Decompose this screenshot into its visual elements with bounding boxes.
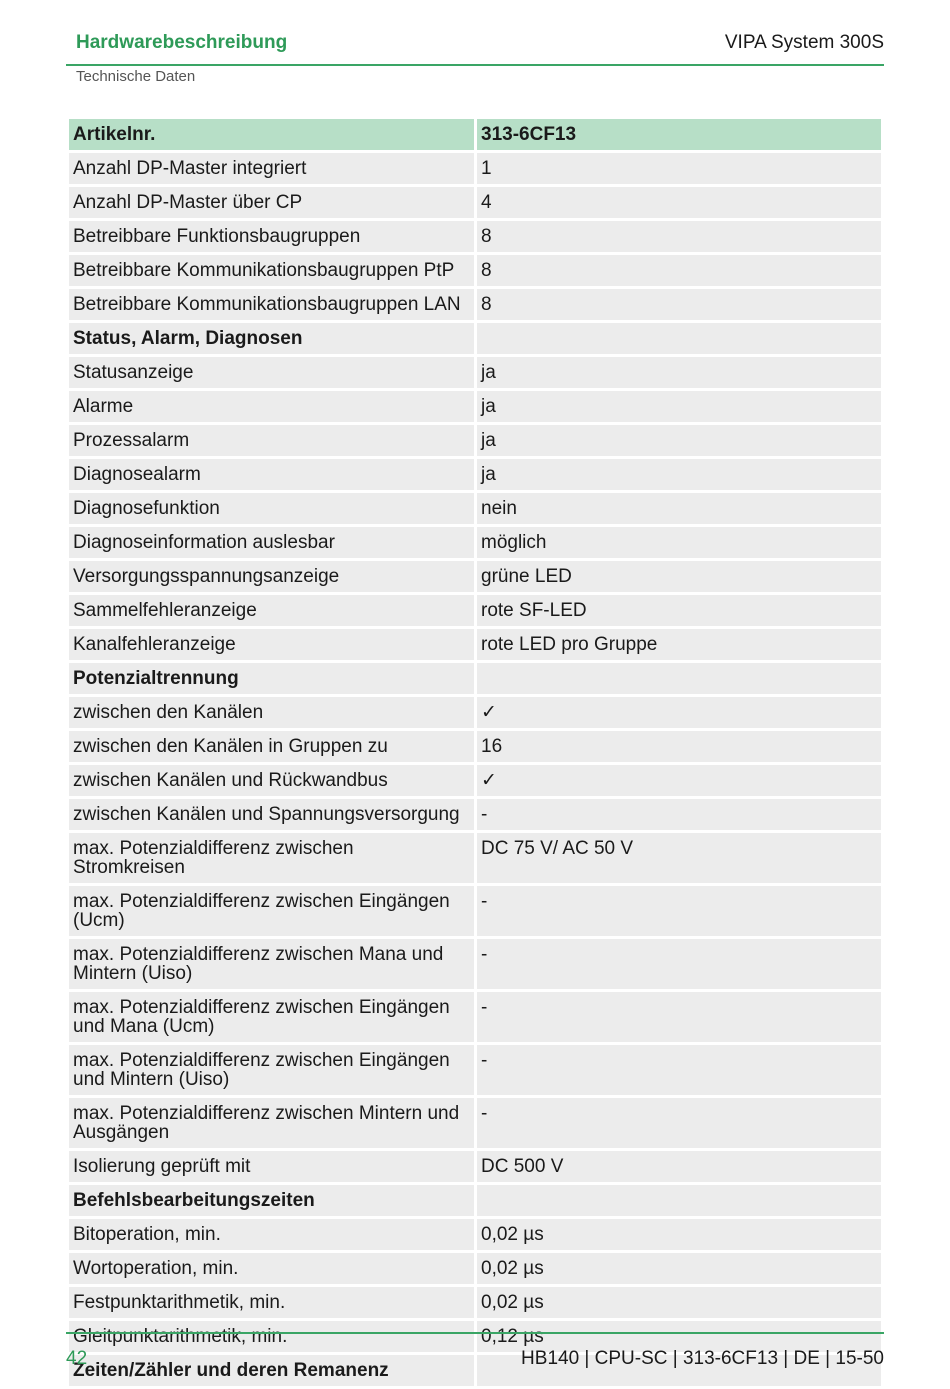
table-row [69,221,881,252]
row-value: grüne LED [477,561,881,592]
row-label: Betreibbare Kommunikationsbaugruppen PtP [69,255,474,286]
row-value: 4 [477,187,881,218]
subheading: Technische Daten [76,68,196,85]
row-label: Befehlsbearbeitungszeiten [69,1185,474,1216]
row-label: Betreibbare Kommunikationsbaugruppen LAN [69,289,474,320]
table-row [69,595,881,626]
table-row [69,391,881,422]
row-value: 8 [477,221,881,252]
table-row [69,886,881,936]
row-value: 8 [477,255,881,286]
row-value: ja [477,425,881,456]
row-label: max. Potenzialdifferenz zwischen Mana und Mintern (Uiso) [69,939,474,989]
row-value: ja [477,459,881,490]
row-value: - [477,992,881,1042]
row-value [477,1185,881,1216]
table-group-row [69,1185,881,1216]
row-label: max. Potenzialdifferenz zwischen Mintern und Ausgängen [69,1098,474,1148]
row-value: 8 [477,289,881,320]
row-label: max. Potenzialdifferenz zwischen Stromkreisen [69,833,474,883]
row-value: 1 [477,153,881,184]
row-label: Diagnoseinformation auslesbar [69,527,474,558]
table-row [69,1045,881,1095]
row-value: ja [477,391,881,422]
row-label: max. Potenzialdifferenz zwischen Eingängen (Ucm) [69,886,474,936]
row-value: - [477,939,881,989]
table-row [69,493,881,524]
table-row [69,425,881,456]
table-row [69,289,881,320]
row-label: zwischen Kanälen und Rückwandbus [69,765,474,796]
row-value: möglich [477,527,881,558]
table-group-row [69,323,881,354]
row-value: 16 [477,731,881,762]
header-label: Artikelnr. [69,119,474,150]
row-value: - [477,799,881,830]
row-label: zwischen Kanälen und Spannungsversorgung [69,799,474,830]
table-row [69,939,881,989]
table-row [69,255,881,286]
table-row [69,153,881,184]
row-label: Potenzialtrennung [69,663,474,694]
table-row [69,833,881,883]
row-label: Zeiten/Zähler und deren Remanenz [69,1355,474,1386]
table-row [69,1219,881,1250]
table-row [69,697,881,728]
table-row [69,1287,881,1318]
row-value: - [477,1098,881,1148]
table-row [69,561,881,592]
table-row [69,1253,881,1284]
row-value: rote LED pro Gruppe [477,629,881,660]
table-row [69,357,881,388]
row-label: Gleitpunktarithmetik, min. [69,1321,474,1352]
page-header [66,30,884,66]
row-label: Anzahl DP-Master über CP [69,187,474,218]
table-row [69,527,881,558]
section-title: Hardwarebeschreibung [76,32,288,53]
page-footer [66,1332,884,1370]
row-label: Wortoperation, min. [69,1253,474,1284]
table-row [69,799,881,830]
row-value: DC 500 V [477,1151,881,1182]
table-row [69,765,881,796]
document-reference: HB140 | CPU-SC | 313-6CF13 | DE | 15-50 [521,1348,884,1369]
table-row [69,1098,881,1148]
table-row [69,187,881,218]
table-row [69,731,881,762]
row-label: Status, Alarm, Diagnosen [69,323,474,354]
row-value: 0,02 µs [477,1253,881,1284]
spec-table [66,116,884,1389]
row-value: - [477,1045,881,1095]
row-label: Diagnosealarm [69,459,474,490]
row-label: Anzahl DP-Master integriert [69,153,474,184]
row-label: Alarme [69,391,474,422]
row-label: Statusanzeige [69,357,474,388]
row-label: Versorgungsspannungsanzeige [69,561,474,592]
table-header-row [69,119,881,150]
row-label: Bitoperation, min. [69,1219,474,1250]
row-label: zwischen den Kanälen in Gruppen zu [69,731,474,762]
row-value: - [477,886,881,936]
row-value [477,663,881,694]
row-label: Prozessalarm [69,425,474,456]
page-number: 42 [66,1348,88,1369]
row-value: 0,12 µs [477,1321,881,1352]
table-row [69,459,881,490]
row-label: Kanalfehleranzeige [69,629,474,660]
row-value: nein [477,493,881,524]
row-label: Festpunktarithmetik, min. [69,1287,474,1318]
row-value: ja [477,357,881,388]
row-label: max. Potenzialdifferenz zwischen Eingängen und Mintern (Uiso) [69,1045,474,1095]
table-row [69,629,881,660]
row-value [477,323,881,354]
row-label: zwischen den Kanälen [69,697,474,728]
check-icon: ✓ [477,697,881,728]
row-label: Sammelfehleranzeige [69,595,474,626]
row-label: Betreibbare Funktionsbaugruppen [69,221,474,252]
product-title: VIPA System 300S [724,32,884,53]
table-group-row [69,663,881,694]
table-row [69,992,881,1042]
row-value: 0,02 µs [477,1219,881,1250]
row-label: Isolierung geprüft mit [69,1151,474,1182]
row-label: max. Potenzialdifferenz zwischen Eingängen und Mana (Ucm) [69,992,474,1042]
row-value: DC 75 V/ AC 50 V [477,833,881,883]
header-value: 313-6CF13 [477,119,881,150]
check-icon: ✓ [477,765,881,796]
row-value: 0,02 µs [477,1287,881,1318]
row-value: rote SF-LED [477,595,881,626]
table-row [69,1151,881,1182]
row-label: Diagnosefunktion [69,493,474,524]
